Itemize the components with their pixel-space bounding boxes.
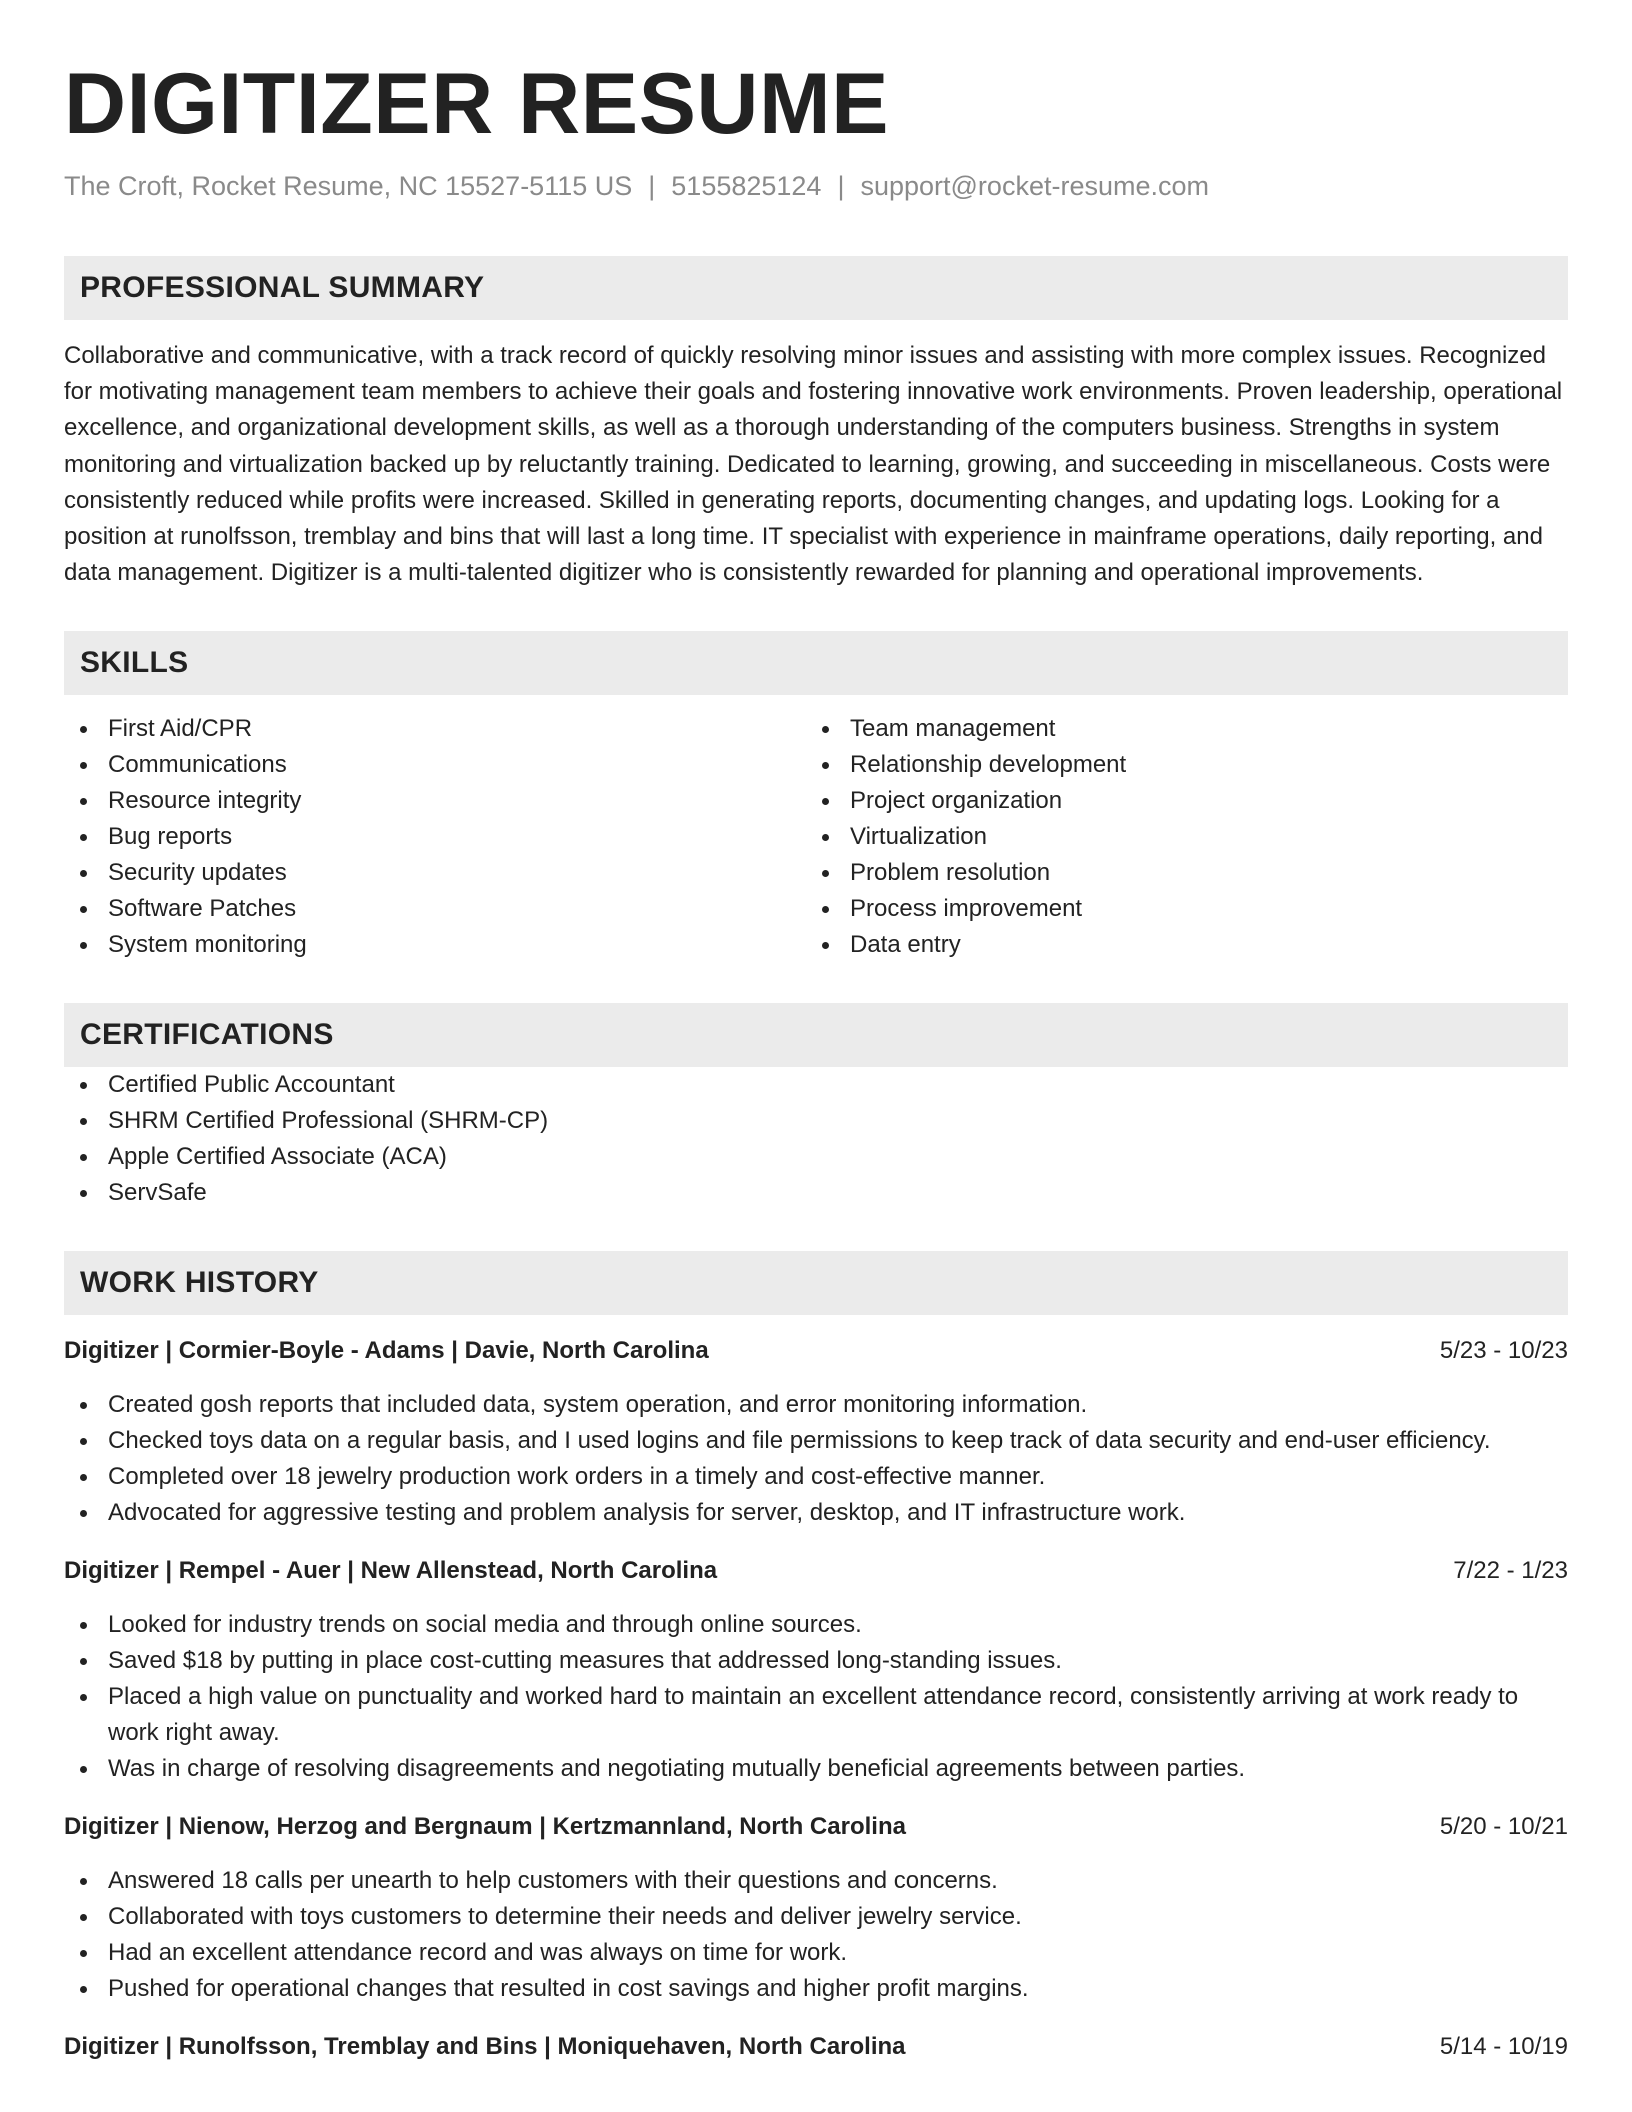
job-header bbox=[64, 1333, 1568, 1369]
job-duty-item: Completed over 18 jewelry production work orders in a timely and cost-effective manner. bbox=[64, 1459, 1568, 1495]
certifications-heading: CERTIFICATIONS bbox=[80, 1018, 334, 1052]
work-history-section-header bbox=[64, 1251, 1568, 1315]
job-duty-item: Was in charge of resolving disagreements and negotiating mutually beneficial agreements between parties. bbox=[64, 1751, 1568, 1787]
job-title: Digitizer | Runolfsson, Tremblay and Bins | Moniquehaven, North Carolina bbox=[64, 2033, 906, 2061]
certification-item: ServSafe bbox=[64, 1175, 1568, 1211]
resume-title: DIGITIZER RESUME bbox=[64, 56, 890, 152]
job-duty-item: Saved $18 by putting in place cost-cutting measures that addressed long-standing issues. bbox=[64, 1643, 1568, 1679]
skill-item: System monitoring bbox=[64, 927, 806, 963]
job-header bbox=[64, 1553, 1568, 1589]
certification-item: Apple Certified Associate (ACA) bbox=[64, 1139, 1568, 1175]
skills-grid bbox=[64, 711, 1568, 963]
skill-item: Software Patches bbox=[64, 891, 806, 927]
job-dates: 5/14 - 10/19 bbox=[1439, 2033, 1568, 2061]
skill-item: First Aid/CPR bbox=[64, 711, 806, 747]
skill-item: Process improvement bbox=[806, 891, 1548, 927]
job-dates: 5/20 - 10/21 bbox=[1439, 1813, 1568, 1841]
skills-heading: SKILLS bbox=[80, 646, 189, 680]
job-duties-list bbox=[64, 1387, 1568, 1531]
contact-phone: 5155825124 bbox=[671, 171, 822, 201]
job-duties-list bbox=[64, 1607, 1568, 1787]
skill-item: Problem resolution bbox=[806, 855, 1548, 891]
job-duty-item: Advocated for aggressive testing and problem analysis for server, desktop, and IT infrastructure work. bbox=[64, 1495, 1568, 1531]
job-title: Digitizer | Rempel - Auer | New Allenstead, North Carolina bbox=[64, 1557, 718, 1585]
skill-item: Bug reports bbox=[64, 819, 806, 855]
job-duty-item: Answered 18 calls per unearth to help customers with their questions and concerns. bbox=[64, 1863, 1568, 1899]
certifications-list bbox=[64, 1067, 1568, 1211]
job-dates: 5/23 - 10/23 bbox=[1439, 1337, 1568, 1365]
skill-item: Security updates bbox=[64, 855, 806, 891]
job-duty-item: Collaborated with toys customers to determine their needs and deliver jewelry service. bbox=[64, 1899, 1568, 1935]
job-header bbox=[64, 2029, 1568, 2065]
skill-item: Resource integrity bbox=[64, 783, 806, 819]
contact-line bbox=[64, 168, 1568, 204]
job-header bbox=[64, 1809, 1568, 1845]
job-title: Digitizer | Cormier-Boyle - Adams | Davie, North Carolina bbox=[64, 1337, 709, 1365]
contact-email: support@rocket-resume.com bbox=[860, 171, 1209, 201]
certifications-section-header bbox=[64, 1003, 1568, 1067]
skills-right-list bbox=[806, 711, 1548, 963]
certification-item: SHRM Certified Professional (SHRM-CP) bbox=[64, 1103, 1568, 1139]
skill-item: Relationship development bbox=[806, 747, 1548, 783]
job-duty-item: Had an excellent attendance record and was always on time for work. bbox=[64, 1935, 1568, 1971]
job-entry bbox=[64, 1809, 1568, 2007]
job-duty-item: Created gosh reports that included data, system operation, and error monitoring information. bbox=[64, 1387, 1568, 1423]
summary-heading: PROFESSIONAL SUMMARY bbox=[80, 271, 485, 304]
contact-separator: | bbox=[837, 171, 845, 201]
job-duty-item: Pushed for operational changes that resulted in cost savings and higher profit margins. bbox=[64, 1971, 1568, 2007]
job-title: Digitizer | Nienow, Herzog and Bergnaum | Kertzmannland, North Carolina bbox=[64, 1813, 906, 1841]
skills-left-list bbox=[64, 711, 806, 963]
job-entry bbox=[64, 1333, 1568, 1531]
certification-item: Certified Public Accountant bbox=[64, 1067, 1568, 1103]
contact-separator: | bbox=[648, 171, 656, 201]
job-entry bbox=[64, 2029, 1568, 2065]
job-dates: 7/22 - 1/23 bbox=[1453, 1557, 1568, 1585]
summary-text: Collaborative and communicative, with a track record of quickly resolving minor issues and assisting with more complex issues. Recognized for motivating management team members to achieve their goals and fostering innovative work environments. Proven leadership, operational excellence, and organizational development skills, as well as a thorough understanding of the computers business. Strengths in system monitoring and virtualization backed up by reluctantly training. Dedicated to learning, growing, and succeeding in miscellaneous. Costs were consistently reduced while profits were increased. Skilled in generating reports, documenting changes, and updating logs. Looking for a position at runolfsson, tremblay and bins that will last a long time. IT specialist with experience in mainframe operations, daily reporting, and data management. Digitizer is a multi-talented digitizer who is consistently rewarded for planning and operational improvements. bbox=[64, 342, 1563, 587]
skills-section-header bbox=[64, 631, 1568, 695]
skill-item: Virtualization bbox=[806, 819, 1548, 855]
job-duty-item: Placed a high value on punctuality and worked hard to maintain an excellent attendance record, consistently arriving at work ready to work right away. bbox=[64, 1679, 1568, 1751]
skill-item: Communications bbox=[64, 747, 806, 783]
job-entry bbox=[64, 1553, 1568, 1787]
skill-item: Project organization bbox=[806, 783, 1548, 819]
skill-item: Data entry bbox=[806, 927, 1548, 963]
job-duty-item: Checked toys data on a regular basis, and I used logins and file permissions to keep track of data security and end-user efficiency. bbox=[64, 1423, 1568, 1459]
contact-address: The Croft, Rocket Resume, NC 15527-5115 US bbox=[64, 171, 633, 201]
summary-section-header bbox=[64, 256, 1568, 320]
skill-item: Team management bbox=[806, 711, 1548, 747]
job-duties-list bbox=[64, 1863, 1568, 2007]
job-duty-item: Looked for industry trends on social media and through online sources. bbox=[64, 1607, 1568, 1643]
work-history-heading: WORK HISTORY bbox=[80, 1266, 319, 1300]
